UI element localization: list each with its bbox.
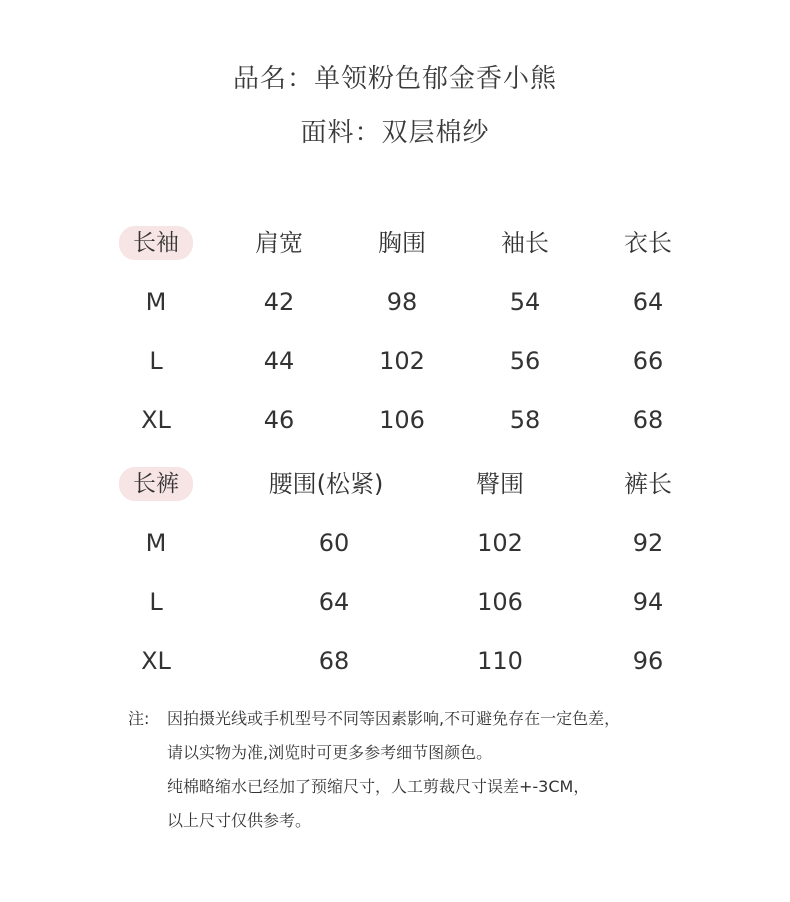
header-shoulder-width: 肩宽: [255, 229, 303, 257]
table-cell: 102: [477, 529, 523, 557]
size-label: L: [149, 588, 163, 616]
table-row: [0, 341, 790, 381]
header-hip: 臀围: [476, 470, 524, 498]
size-label: XL: [141, 647, 171, 675]
note-line: 因拍摄光线或手机型号不同等因素影响,不可避免存在一定色差，: [167, 709, 621, 728]
size-label: XL: [141, 406, 171, 434]
table-row: [0, 582, 790, 622]
table-cell: 64: [632, 288, 664, 316]
table-cell: 68: [318, 647, 350, 675]
header-sleeve-length: 袖长: [501, 229, 549, 257]
note-line: 以上尺寸仅供参考。: [167, 811, 312, 830]
header-chest: 胸围: [378, 229, 426, 257]
table-cell: 96: [632, 647, 664, 675]
fabric-info: 面料：双层棉纱: [300, 118, 490, 148]
sleeve-table-header-row: [0, 223, 790, 263]
table-cell: 60: [318, 529, 350, 557]
table-row: [0, 523, 790, 563]
table-cell: 42: [263, 288, 295, 316]
note-line: 纯棉略缩水已经加了预缩尺寸，人工剪裁尺寸误差+-3CM，: [167, 777, 590, 796]
table-row: [0, 641, 790, 681]
table-cell: 102: [379, 347, 425, 375]
notes-label: 注:: [128, 709, 150, 728]
table-cell: 44: [263, 347, 295, 375]
table-cell: 98: [386, 288, 418, 316]
table-cell: 106: [379, 406, 425, 434]
pants-table-label: 长裤: [119, 467, 193, 501]
table-cell: 54: [509, 288, 541, 316]
size-label: M: [145, 288, 167, 316]
size-label: M: [145, 529, 167, 557]
table-cell: 68: [632, 406, 664, 434]
table-cell: 94: [632, 588, 664, 616]
product-name: 品名：单领粉色郁金香小熊: [232, 64, 557, 94]
table-cell: 110: [477, 647, 523, 675]
header-top-length: 衣长: [624, 229, 672, 257]
table-cell: 66: [632, 347, 664, 375]
sleeve-table-label: 长袖: [119, 226, 193, 260]
table-cell: 106: [477, 588, 523, 616]
pants-table-header-row: [0, 464, 790, 504]
table-cell: 92: [632, 529, 664, 557]
note-line: 请以实物为准,浏览时可更多参考细节图颜色。: [167, 743, 493, 762]
table-cell: 64: [318, 588, 350, 616]
table-cell: 46: [263, 406, 295, 434]
table-cell: 56: [509, 347, 541, 375]
table-row: [0, 400, 790, 440]
table-cell: 58: [509, 406, 541, 434]
size-label: L: [149, 347, 163, 375]
header-waist: 腰围(松紧): [268, 470, 384, 498]
header-pants-length: 裤长: [624, 470, 672, 498]
table-row: [0, 282, 790, 322]
